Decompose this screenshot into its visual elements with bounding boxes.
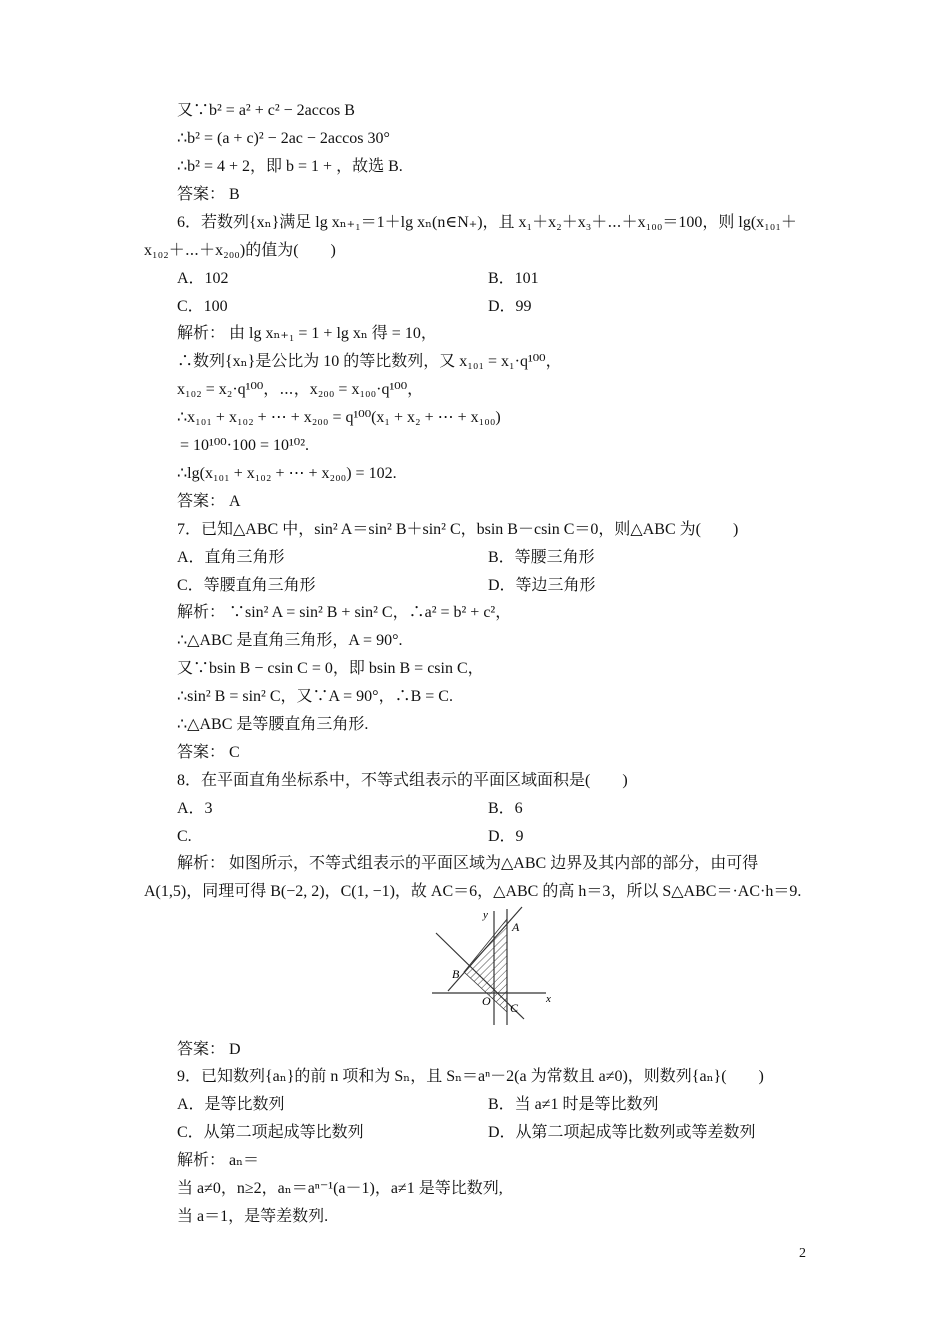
text-line: ∴sin² B = sin² C，又∵A = 90°，∴B = C.	[177, 688, 453, 705]
text-line: ∴数列{xₙ}是公比为 10 的等比数列，又 x₁₀₁ = x₁·q¹⁰⁰，	[177, 353, 562, 370]
text-line: 答案： D	[177, 1041, 241, 1058]
option-item: D．从第二项起成等比数列或等差数列	[488, 1124, 756, 1141]
option-item: D．等边三角形	[488, 577, 596, 594]
text-line: ∴x₁₀₁ + x₁₀₂ + ⋯ + x₂₀₀ = q¹⁰⁰(x₁ + x₂ + ⋯ + x₁₀₀)	[177, 409, 501, 426]
text-line: 又∵bsin B − csin C = 0，即 bsin B = csin C，	[177, 660, 484, 677]
text-line: ∴b² = (a + c)² − 2ac − 2accos 30°	[177, 130, 390, 147]
text-line: x₁₀₂ = x₂·q¹⁰⁰，⋯，x₂₀₀ = x₁₀₀·q¹⁰⁰，	[177, 381, 424, 398]
region-figure	[430, 905, 560, 1027]
text-line: 解析： aₙ＝	[177, 1152, 260, 1169]
option-item: A．是等比数列	[177, 1096, 285, 1113]
option-item: A．直角三角形	[177, 549, 285, 566]
option-item: C．100	[177, 298, 228, 315]
label-x: x	[546, 993, 551, 1005]
text-line: ∴△ABC 是等腰直角三角形.	[177, 716, 369, 733]
option-item: C．等腰直角三角形	[177, 577, 316, 594]
text-line: ∴△ABC 是直角三角形，A = 90°.	[177, 632, 403, 649]
text-line: A(1,5)，同理可得 B(−2, 2)，C(1, −1)，故 AC＝6，△ABC 的高 h＝3，所以 S△ABC＝·AC·h＝9.	[144, 883, 802, 900]
option-item: A．3	[177, 800, 213, 817]
text-line: 解析： ∵sin² A = sin² B + sin² C，∴a² = b² + c²，	[177, 604, 512, 621]
text-line: 解析： 如图所示，不等式组表示的平面区域为△ABC 边界及其内部的部分，由可得	[177, 855, 759, 872]
text-line: 又∵b² = a² + c² − 2accos B	[177, 102, 355, 119]
label-A: A	[512, 920, 520, 934]
text-line: ∴b² = 4 + 2，即 b = 1 + ，故选 B.	[177, 158, 403, 175]
option-item: A．102	[177, 270, 229, 287]
option-item: B．101	[488, 270, 539, 287]
text-line: ∴lg(x₁₀₁ + x₁₀₂ + ⋯ + x₂₀₀) = 102.	[177, 465, 397, 482]
option-item: C.	[177, 828, 192, 845]
label-y: y	[483, 909, 488, 921]
label-B: B	[452, 967, 460, 981]
text-line: 答案： C	[177, 744, 240, 761]
text-line: 解析： 由 lg xₙ₊₁ = 1 + lg xₙ 得 = 10，	[177, 325, 437, 342]
text-line: 当 a＝1，是等差数列.	[177, 1208, 329, 1225]
label-O: O	[482, 994, 491, 1008]
option-item: B．6	[488, 800, 523, 817]
text-line: = 10¹⁰⁰·100 = 10¹⁰².	[180, 437, 310, 454]
option-item: B．等腰三角形	[488, 549, 595, 566]
option-item: D．99	[488, 298, 532, 315]
text-line: 8．在平面直角坐标系中，不等式组表示的平面区域面积是( )	[177, 772, 628, 789]
text-line: 当 a≠0，n≥2，aₙ＝aⁿ⁻¹(a－1)，a≠1 是等比数列,	[177, 1180, 503, 1197]
option-item: D．9	[488, 828, 524, 845]
text-line: 6．若数列{xₙ}满足 lg xₙ₊₁＝1＋lg xₙ(n∈N₊)，且 x₁＋x₂＋x₃＋⋯＋x₁₀₀＝100，则 lg(x₁₀₁＋	[177, 214, 797, 231]
text-line: 答案： A	[177, 493, 241, 510]
page-number: 2	[799, 1246, 806, 1261]
option-item: C．从第二项起成等比数列	[177, 1124, 364, 1141]
option-item: B．当 a≠1 时是等比数列	[488, 1096, 659, 1113]
label-C: C	[510, 1001, 519, 1015]
text-line: 7．已知△ABC 中，sin² A＝sin² B＋sin² C，bsin B－csin C＝0，则△ABC 为( )	[177, 521, 739, 538]
text-line: 9．已知数列{aₙ}的前 n 项和为 Sₙ，且 Sₙ＝aⁿ－2(a 为常数且 a≠0)，则数列{aₙ}( )	[177, 1068, 764, 1085]
text-line: 答案： B	[177, 186, 240, 203]
text-line: x₁₀₂＋⋯＋x₂₀₀)的值为( )	[144, 242, 336, 259]
